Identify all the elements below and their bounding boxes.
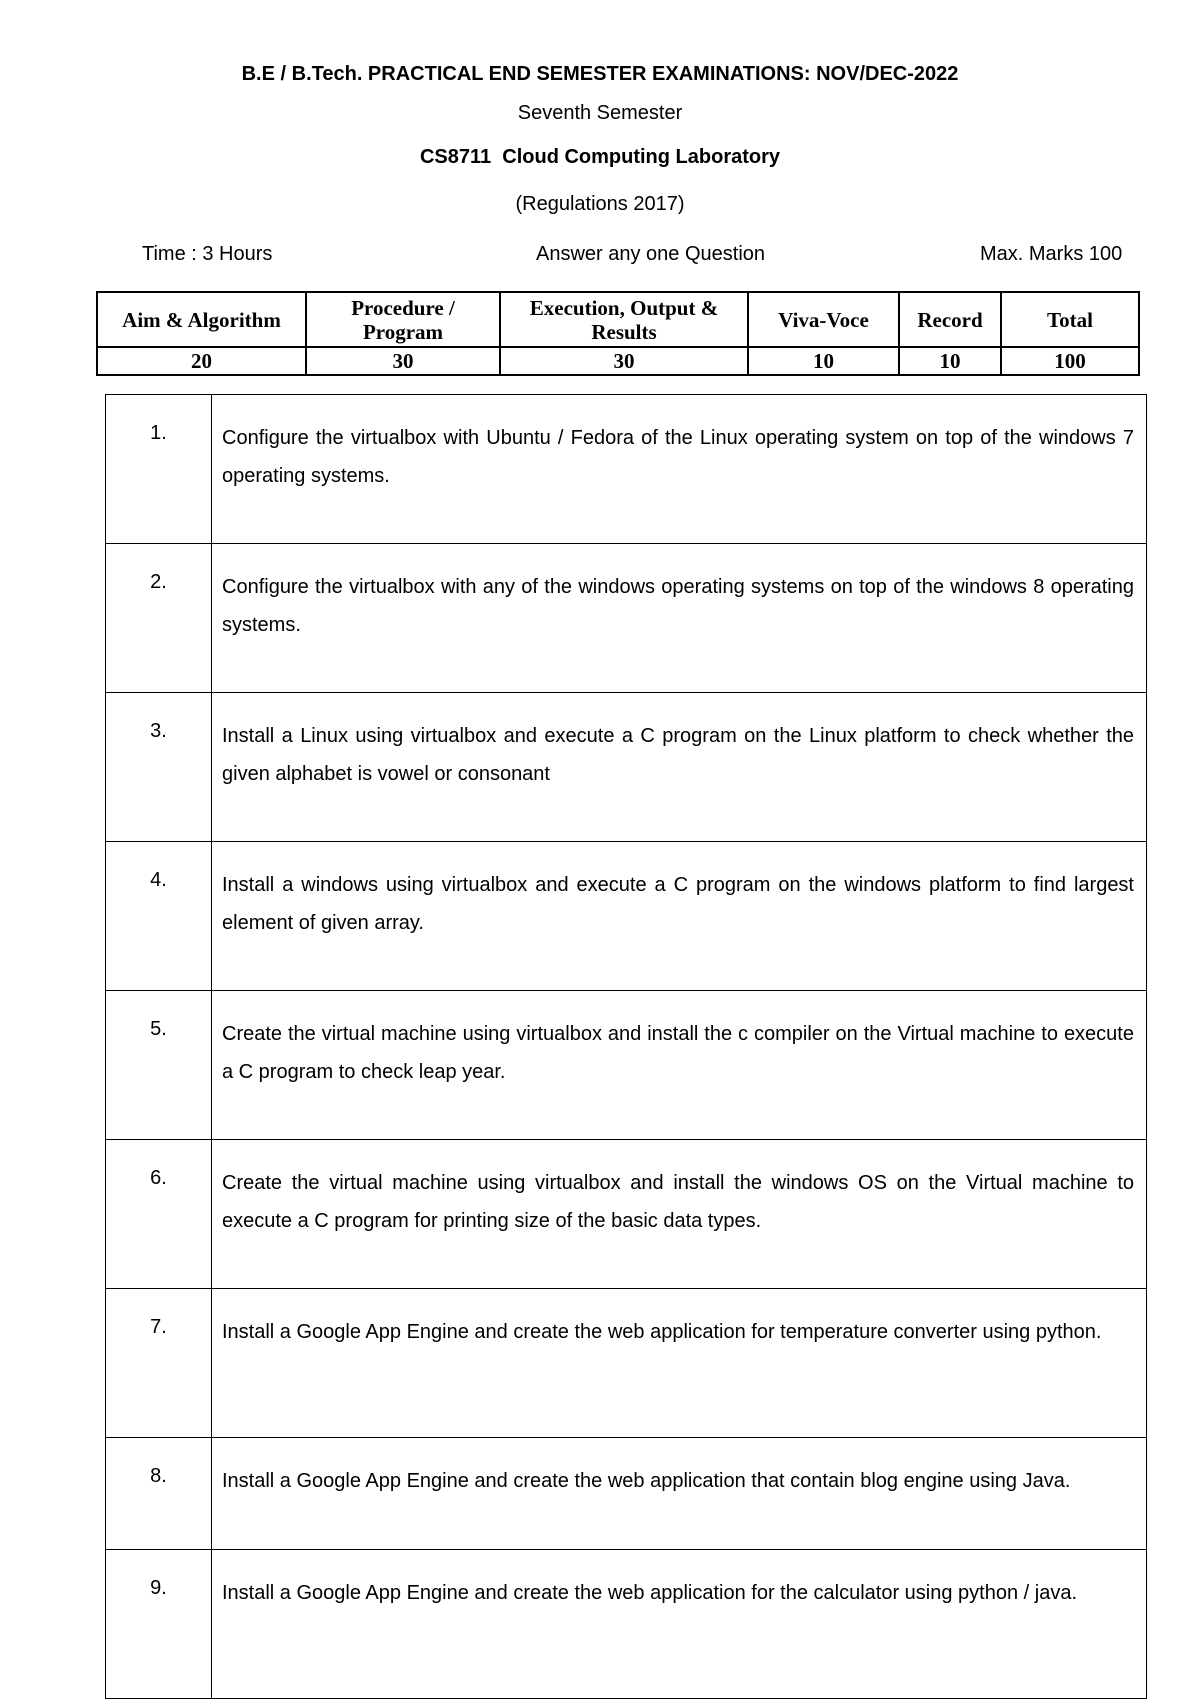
question-number: 8. [106,1438,212,1550]
question-text: Install a Google App Engine and create the web application for temperature converter using python. [212,1289,1147,1438]
question-number: 7. [106,1289,212,1438]
question-number: 3. [106,693,212,842]
course-title: CS8711 Cloud Computing Laboratory [419,146,781,168]
question-number: 9. [106,1550,212,1699]
questions-table [105,394,1147,1699]
marks-value-cell: 30 [306,347,500,375]
marks-header-cell: Execution, Output & Results [500,292,748,347]
semester-label: Seventh Semester [517,102,683,124]
marks-value-cell: 10 [899,347,1001,375]
question-number: 5. [106,991,212,1140]
marks-distribution-table [96,291,1140,376]
question-text: Create the virtual machine using virtualbox and install the windows OS on the Virtual machine to execute a C program for printing size of the basic data types. [212,1140,1147,1289]
question-row [106,842,1147,991]
question-row [106,1550,1147,1699]
marks-header-row [97,292,1139,347]
marks-header-cell: Record [899,292,1001,347]
marks-value-cell: 100 [1001,347,1139,375]
marks-value-row [97,347,1139,375]
time-label: Time : 3 Hours [142,243,273,265]
marks-value-cell: 20 [97,347,306,375]
question-number: 1. [106,395,212,544]
question-row [106,395,1147,544]
question-text: Configure the virtualbox with any of the windows operating systems on top of the windows 8 operating systems. [212,544,1147,693]
question-number: 2. [106,544,212,693]
marks-header-cell: Total [1001,292,1139,347]
max-marks-label: Max. Marks 100 [980,243,1123,265]
question-text: Install a Google App Engine and create the web application that contain blog engine using Java. [212,1438,1147,1550]
question-row [106,693,1147,842]
question-row [106,544,1147,693]
question-text: Install a Linux using virtualbox and execute a C program on the Linux platform to check whether the given alphabet is vowel or consonant [212,693,1147,842]
question-number: 4. [106,842,212,991]
marks-value-cell: 10 [748,347,899,375]
question-row [106,1140,1147,1289]
question-text: Create the virtual machine using virtualbox and install the c compiler on the Virtual machine to execute a C program to check leap year. [212,991,1147,1140]
question-row [106,991,1147,1140]
question-number: 6. [106,1140,212,1289]
marks-header-cell: Procedure / Program [306,292,500,347]
instruction-label: Answer any one Question [536,243,766,265]
marks-header-cell: Aim & Algorithm [97,292,306,347]
regulations-label: (Regulations 2017) [515,193,685,215]
marks-value-cell: 30 [500,347,748,375]
question-row [106,1438,1147,1550]
marks-header-cell: Viva-Voce [748,292,899,347]
exam-title: B.E / B.Tech. PRACTICAL END SEMESTER EXAMINATIONS: NOV/DEC-2022 [241,63,959,85]
question-text: Configure the virtualbox with Ubuntu / Fedora of the Linux operating system on top of the windows 7 operating systems. [212,395,1147,544]
question-text: Install a Google App Engine and create the web application for the calculator using python / java. [212,1550,1147,1699]
question-text: Install a windows using virtualbox and execute a C program on the windows platform to find largest element of given array. [212,842,1147,991]
question-row [106,1289,1147,1438]
